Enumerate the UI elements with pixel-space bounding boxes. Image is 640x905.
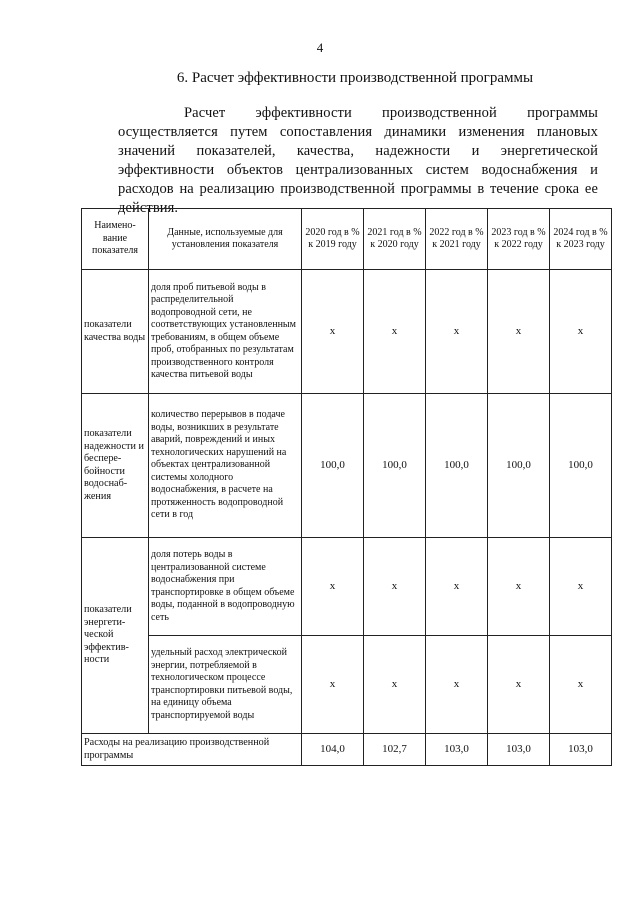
value-cell: x <box>302 270 364 394</box>
row-description: удельный расход электрической энергии, потребляемой в технологическом процессе транспортировки питьевой воды, на единицу объема транспортируемой воды <box>149 636 302 734</box>
value-cell: 100,0 <box>302 394 364 538</box>
header-2024: 2024 год в % к 2023 году <box>550 209 612 270</box>
value-cell: 100,0 <box>550 394 612 538</box>
value-cell: x <box>550 270 612 394</box>
expenses-value: 104,0 <box>302 734 364 766</box>
table-row <box>82 538 612 636</box>
value-cell: x <box>550 538 612 636</box>
table-header-row <box>82 209 612 270</box>
value-cell: x <box>426 270 488 394</box>
header-2021: 2021 год в % к 2020 году <box>364 209 426 270</box>
section-heading: 6. Расчет эффективности производственной программы <box>176 70 534 86</box>
expenses-value: 103,0 <box>488 734 550 766</box>
group-reliability: показатели надежности и беспере-бойности водоснаб-жения <box>82 394 149 538</box>
expenses-row <box>82 734 612 766</box>
value-cell: x <box>426 538 488 636</box>
group-energy: показатели энергети-ческой эффектив-ности <box>82 538 149 734</box>
table-row <box>82 270 612 394</box>
value-cell: x <box>488 270 550 394</box>
expenses-value: 103,0 <box>550 734 612 766</box>
value-cell: x <box>488 636 550 734</box>
value-cell: x <box>364 270 426 394</box>
page-number: 4 <box>316 40 324 55</box>
value-cell: x <box>488 538 550 636</box>
expenses-value: 103,0 <box>426 734 488 766</box>
group-quality: показатели качества воды <box>82 270 149 394</box>
row-description: количество перерывов в подаче воды, возникших в результате аварий, повреждений и иных технологических нарушений на объектах централизованной системы холодного водоснабжения, в расчете на протяженность водопроводной сети в год <box>149 394 302 538</box>
table-row <box>82 394 612 538</box>
value-cell: x <box>550 636 612 734</box>
efficiency-table <box>81 208 612 766</box>
header-name: Наимено-вание показателя <box>82 209 149 270</box>
value-cell: 100,0 <box>364 394 426 538</box>
value-cell: x <box>302 636 364 734</box>
header-2020: 2020 год в % к 2019 году <box>302 209 364 270</box>
value-cell: x <box>426 636 488 734</box>
intro-paragraph: Расчет эффективности производственной программы осуществляется путем сопоставления динамики изменения плановых значений показателей, качества, надежности и энергетической эффективности объектов централизованных систем водоснабжения и расходов на реализацию производственной программы в течение срока ее действия. <box>118 105 598 216</box>
value-cell: x <box>364 636 426 734</box>
table-row <box>82 636 612 734</box>
expenses-label: Расходы на реализацию производственной программы <box>82 734 302 766</box>
header-2022: 2022 год в % к 2021 году <box>426 209 488 270</box>
row-description: доля потерь воды в централизованной системе водоснабжения при транспортировке в общем объеме воды, поданной в водопроводную сеть <box>149 538 302 636</box>
value-cell: 100,0 <box>488 394 550 538</box>
expenses-value: 102,7 <box>364 734 426 766</box>
value-cell: x <box>302 538 364 636</box>
row-description: доля проб питьевой воды в распределительной водопроводной сети, не соответствующих установленным требованиям, в общем объеме проб, отобранных по результатам производственного контроля качества питьевой воды <box>149 270 302 394</box>
header-2023: 2023 год в % к 2022 году <box>488 209 550 270</box>
header-data: Данные, используемые для установления показателя <box>149 209 302 270</box>
value-cell: x <box>364 538 426 636</box>
value-cell: 100,0 <box>426 394 488 538</box>
